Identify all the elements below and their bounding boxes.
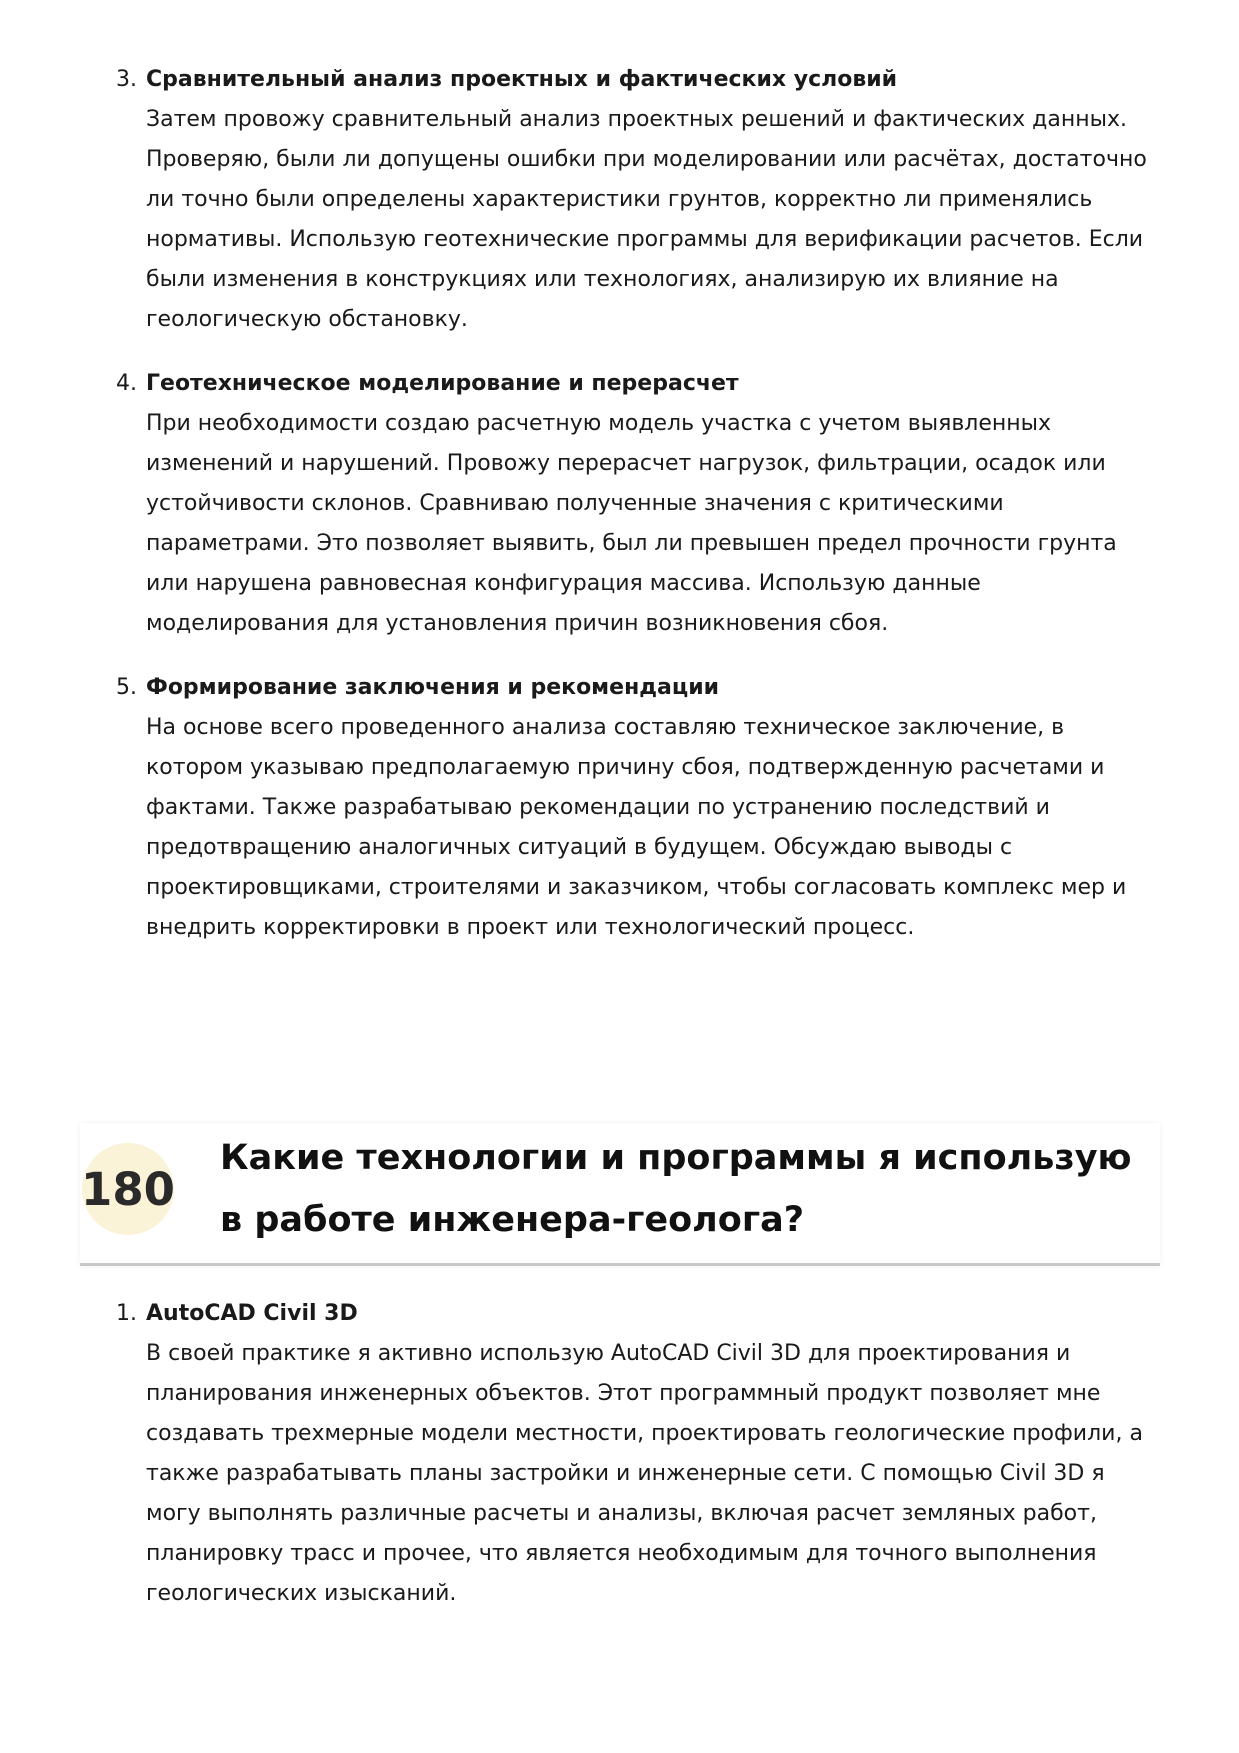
list-item — [116, 60, 1162, 340]
list-item-title: Формирование заключения и рекомендации — [146, 675, 720, 700]
list-item-body: При необходимости создаю расчетную модель участка с учетом выявленных изменений и нарушений. Провожу перерасчет нагрузок, фильтрации, осадок или устойчивости склонов. Сравниваю полученные значения с критическими параметрами. Это позволяет выявить, был ли превышен предел прочности грунта или нарушена равновесная конфигурация массива. Использую данные моделирования для установления причин возникновения сбоя. — [146, 411, 1117, 636]
list-item-body: На основе всего проведенного анализа составляю техническое заключение, в котором указываю предполагаемую причину сбоя, подтвержденную расчетами и фактами. Также разрабатываю рекомендации по устранению последствий и предотвращению аналогичных ситуаций в будущем. Обсуждаю выводы с проектировщиками, строителями и заказчиком, чтобы согласовать комплекс мер и внедрить корректировки в проект или технологический процесс. — [146, 715, 1127, 940]
list-item-title: AutoCAD Civil 3D — [146, 1301, 358, 1326]
list-item-title: Геотехническое моделирование и перерасчет — [146, 371, 739, 396]
list-item-number: 5. — [116, 675, 137, 700]
list-item-number: 3. — [116, 67, 137, 92]
question-header — [80, 1123, 1160, 1266]
list-item-body: В своей практике я активно использую AutoCAD Civil 3D для проектирования и планирования инженерных объектов. Этот программный продукт позволяет мне создавать трехмерные модели местности, проектировать геологические профили, а также разрабатывать планы застройки и инженерные сети. С помощью Civil 3D я могу выполнять различные расчеты и анализы, включая расчет земляных работ, планировку трасс и прочее, что является необходимым для точного выполнения геологических изысканий. — [146, 1341, 1143, 1606]
list-item-number: 4. — [116, 371, 137, 396]
numbered-list-top — [116, 60, 1162, 972]
list-item-title: Сравнительный анализ проектных и фактических условий — [146, 67, 898, 92]
question-number-badge: 180 — [82, 1143, 174, 1235]
list-item-body: Затем провожу сравнительный анализ проектных решений и фактических данных. Проверяю, были ли допущены ошибки при моделировании или расчётах, достаточно ли точно были определены характеристики грунтов, корректно ли применялись нормативы. Использую геотехнические программы для верификации расчетов. Если были изменения в конструкциях или технологиях, анализирую их влияние на геологическую обстановку. — [146, 107, 1147, 332]
list-item — [116, 1294, 1162, 1614]
list-item — [116, 364, 1162, 644]
list-item — [116, 668, 1162, 948]
numbered-list-bottom — [116, 1294, 1162, 1638]
list-item-number: 1. — [116, 1301, 137, 1326]
question-title: Какие технологии и программы я использую в работе инженера-геолога? — [220, 1138, 1132, 1240]
